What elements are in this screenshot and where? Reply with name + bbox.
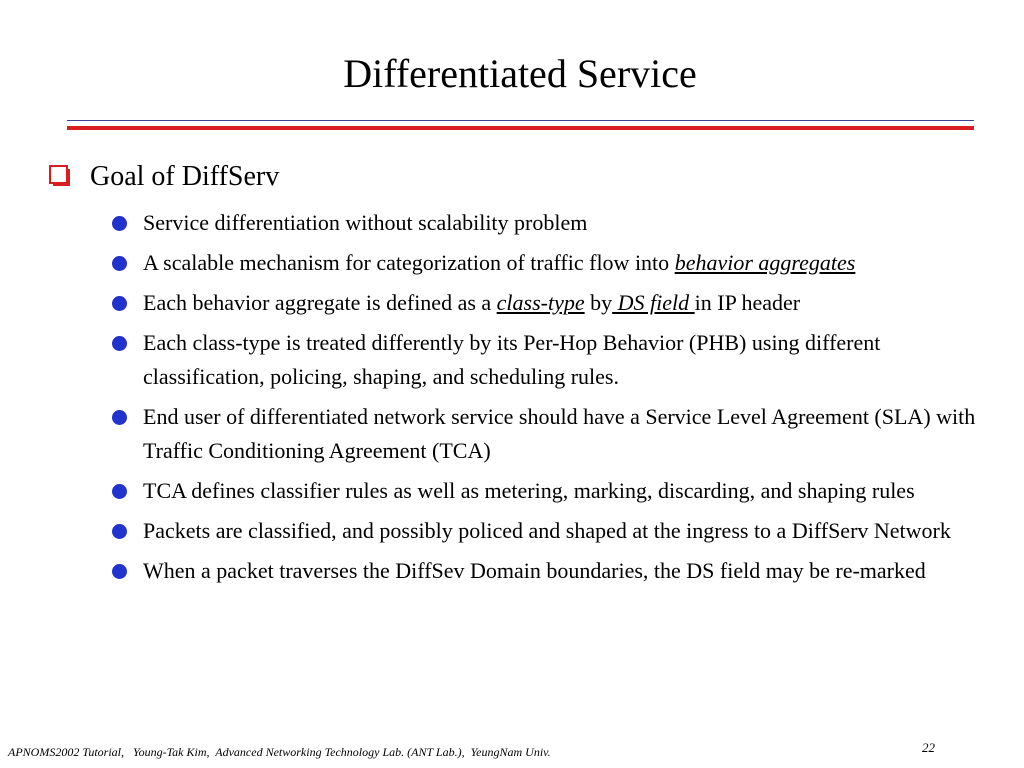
bullet-text: Service differentiation without scalability problem bbox=[143, 210, 588, 235]
bullet-item bbox=[111, 554, 1001, 588]
slide-title: Differentiated Service bbox=[343, 51, 697, 96]
class-type-term: class-type bbox=[496, 290, 585, 315]
bullet-text-mid: by bbox=[584, 290, 613, 315]
page-number: 22 bbox=[922, 740, 935, 755]
bullet-item bbox=[111, 474, 1001, 508]
bullet-dot-icon bbox=[112, 296, 127, 311]
behavior-aggregates-term: behavior aggregates bbox=[674, 250, 856, 275]
ds-field-term: DS field bbox=[612, 290, 695, 315]
bullet-list bbox=[111, 206, 1001, 594]
bullet-text-post: in IP header bbox=[694, 290, 801, 315]
footer-credits: APNOMS2002 Tutorial, Young-Tak Kim, Advanced Networking Technology Lab. (ANT Lab.), YeungNam Univ. bbox=[8, 745, 551, 759]
bullet-text: A scalable mechanism for categorization of traffic flow into bbox=[143, 250, 675, 275]
bullet-item bbox=[111, 326, 1001, 394]
bullet-text: When a packet traverses the DiffSev Domain boundaries, the DS field may be re-marked bbox=[143, 558, 926, 583]
title-divider-thick bbox=[67, 126, 974, 130]
bullet-item bbox=[111, 246, 1001, 280]
bullet-dot-icon bbox=[112, 336, 127, 351]
bullet-item bbox=[111, 286, 1001, 320]
bullet-text: Each behavior aggregate is defined as a bbox=[143, 290, 497, 315]
section-heading-label: Goal of DiffServ bbox=[90, 161, 280, 192]
bullet-dot-icon bbox=[112, 564, 127, 579]
bullet-item bbox=[111, 400, 1001, 468]
bullet-text: TCA defines classifier rules as well as metering, marking, discarding, and shaping rules bbox=[143, 478, 915, 503]
title-divider-thin bbox=[67, 120, 974, 121]
bullet-item bbox=[111, 514, 1001, 548]
section-heading bbox=[48, 159, 279, 195]
bullet-dot-icon bbox=[112, 524, 127, 539]
checkbox-square-icon bbox=[48, 164, 74, 190]
bullet-item bbox=[111, 206, 1001, 240]
bullet-dot-icon bbox=[112, 484, 127, 499]
bullet-dot-icon bbox=[112, 256, 127, 271]
bullet-text: Each class-type is treated differently by its Per-Hop Behavior (PHB) using different classification, policing, shaping, and scheduling rules. bbox=[143, 330, 881, 389]
bullet-text: Packets are classified, and possibly policed and shaped at the ingress to a DiffServ Network bbox=[143, 518, 951, 543]
bullet-dot-icon bbox=[112, 410, 127, 425]
bullet-text: End user of differentiated network service should have a Service Level Agreement (SLA) with Traffic Conditioning Agreement (TCA) bbox=[143, 404, 976, 463]
bullet-dot-icon bbox=[112, 216, 127, 231]
